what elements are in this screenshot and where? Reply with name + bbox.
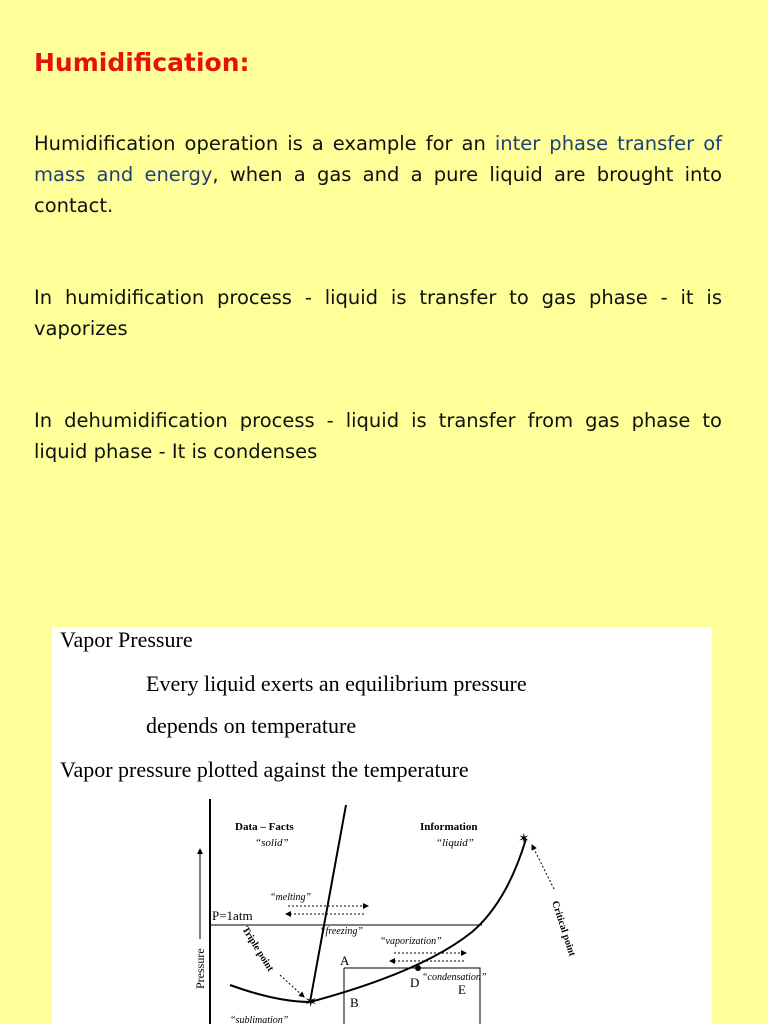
paragraph-intro-start: Humidification operation is a example for an [34,132,495,155]
triple-point-label: Triple point [239,924,276,974]
paragraph-intro [34,128,722,221]
point-a-label: A [340,953,350,968]
phase-diagram [52,627,712,1024]
sublimation-label: “sublimation” [230,1015,289,1024]
melting-label: “melting” [270,892,312,903]
freezing-label: “freezing” [320,926,363,937]
liquid-title: Information [420,821,478,833]
liquid-subtitle: “liquid” [436,837,474,849]
vaporization-label: “vaporization” [380,936,442,947]
critical-point-marker: ✶ [518,832,530,847]
point-b-label: B [350,995,359,1010]
paragraph-intro-end: , when a gas and a pure liquid are brought into contact. [34,163,722,217]
vapor-pressure-figure [52,627,712,1024]
sublimation-curve [230,985,310,1002]
critical-point-arrow [532,845,554,889]
highlight-phrase: inter phase transfer of mass and energy [34,132,722,186]
paragraph-humidification: In humidification process - liquid is transfer to gas phase - it is vaporizes [34,286,722,340]
figure-heading-2: Vapor pressure plotted against the temperature [60,757,469,782]
solid-title: Data – Facts [235,821,294,833]
triple-point-marker: ✶ [304,994,318,1011]
point-d-label: D [410,975,420,990]
solid-subtitle: “solid” [255,837,289,849]
point-e-label: E [458,982,466,997]
figure-line-2: depends on temperature [146,713,357,738]
point-d-marker [415,965,421,971]
melting-curve [310,805,346,1002]
paragraph-dehumidification: In dehumidification process - liquid is transfer from gas phase to liquid phase - It is condenses [34,409,722,463]
figure-line-1: Every liquid exerts an equilibrium pressure [146,671,527,696]
condensation-label: “condensation” [422,972,487,983]
critical-point-label: Critical point [549,899,578,958]
triple-point-arrow [280,975,304,997]
page-title: Humidification: [34,48,250,77]
p1atm-label: P=1atm [212,908,253,923]
figure-heading: Vapor Pressure [60,627,193,652]
pressure-label: Pressure [193,948,207,989]
